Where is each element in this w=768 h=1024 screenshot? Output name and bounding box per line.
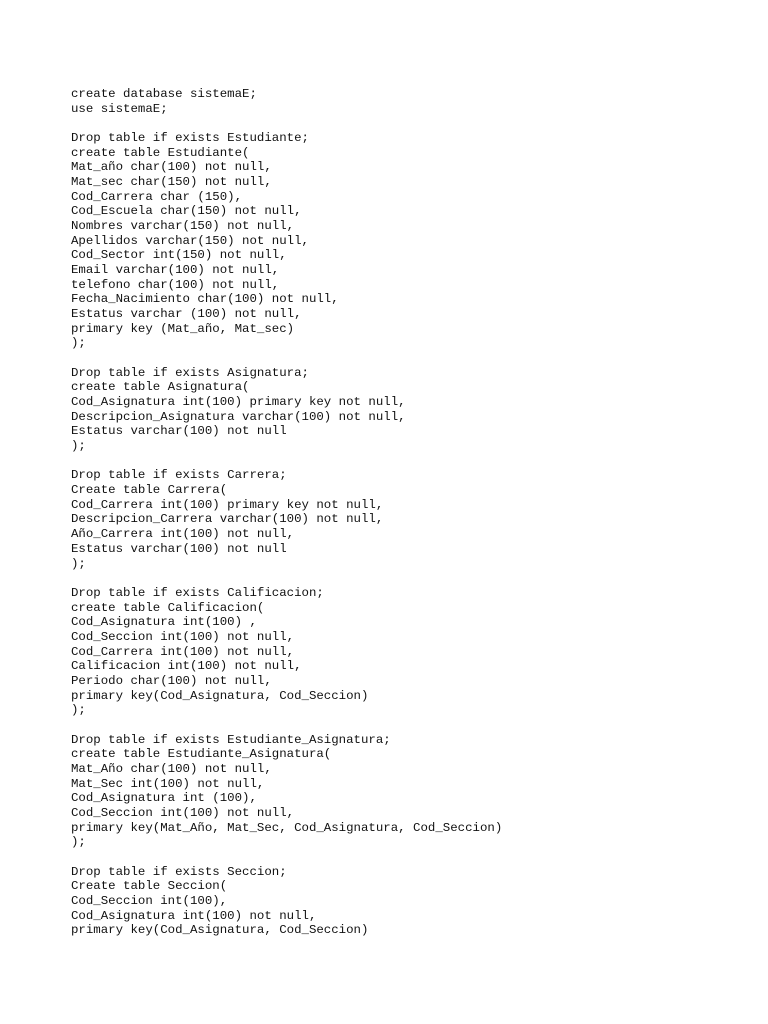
code-line: ); [71, 703, 86, 718]
code-line: Cod_Carrera char (150), [71, 189, 243, 204]
code-line: Cod_Seccion int(100) not null, [71, 629, 295, 644]
code-line [71, 718, 502, 733]
code-line: Fecha_Nacimiento char(100) not null, [71, 292, 339, 307]
code-line: primary key (Mat_año, Mat_sec) [71, 321, 295, 336]
code-line: Apellidos varchar(150) not null, [71, 233, 309, 248]
code-line: Cod_Asignatura int(100) , [71, 615, 257, 630]
code-line: create table Estudiante( [71, 145, 250, 160]
code-line: ); [71, 835, 86, 850]
code-line [71, 454, 502, 469]
code-line: primary key(Cod_Asignatura, Cod_Seccion) [71, 688, 369, 703]
code-line: Drop table if exists Estudiante_Asignatura; [71, 732, 391, 747]
code-line: telefono char(100) not null, [71, 277, 280, 292]
code-line: Nombres varchar(150) not null, [71, 219, 295, 234]
code-line: Drop table if exists Carrera; [71, 468, 287, 483]
code-line: primary key(Mat_Año, Mat_Sec, Cod_Asignatura, Cod_Seccion) [71, 820, 503, 835]
code-line: Cod_Seccion int(100), [71, 893, 228, 908]
code-line: Estatus varchar (100) not null, [71, 307, 302, 322]
code-line: Mat_Año char(100) not null, [71, 761, 272, 776]
code-line: ); [71, 439, 86, 454]
code-line: Periodo char(100) not null, [71, 673, 272, 688]
code-line: Estatus varchar(100) not null [71, 541, 287, 556]
code-line: Create table Carrera( [71, 483, 228, 498]
code-line: Mat_Sec int(100) not null, [71, 776, 265, 791]
code-line: Año_Carrera int(100) not null, [71, 527, 295, 542]
code-line: create database sistemaE; [71, 87, 257, 101]
code-line: Descripcion_Asignatura varchar(100) not null, [71, 409, 406, 424]
code-line [71, 351, 502, 366]
code-line: Drop table if exists Seccion; [71, 864, 287, 879]
code-line: Mat_sec char(150) not null, [71, 175, 272, 190]
code-line [71, 116, 502, 131]
code-line: Cod_Carrera int(100) primary key not null, [71, 497, 384, 512]
code-line: Estatus varchar(100) not null [71, 424, 287, 439]
code-line [71, 850, 502, 865]
code-line: Cod_Carrera int(100) not null, [71, 644, 295, 659]
code-line: Create table Seccion( [71, 879, 228, 894]
code-line: use sistemaE; [71, 101, 168, 116]
code-line: Cod_Asignatura int(100) not null, [71, 908, 317, 923]
code-line [71, 571, 502, 586]
code-line: Drop table if exists Estudiante; [71, 131, 309, 146]
code-line: Cod_Asignatura int (100), [71, 791, 257, 806]
code-line: Drop table if exists Calificacion; [71, 585, 324, 600]
code-line: Cod_Escuela char(150) not null, [71, 204, 302, 219]
code-line: ); [71, 556, 86, 571]
code-line: Mat_año char(100) not null, [71, 160, 272, 175]
code-line: Cod_Sector int(150) not null, [71, 248, 287, 263]
code-line: Cod_Asignatura int(100) primary key not null, [71, 395, 406, 410]
code-line: create table Asignatura( [71, 380, 250, 395]
code-line: primary key(Cod_Asignatura, Cod_Seccion) [71, 923, 369, 938]
code-line: create table Calificacion( [71, 600, 265, 615]
code-line: create table Estudiante_Asignatura( [71, 747, 332, 762]
code-line: Descripcion_Carrera varchar(100) not null, [71, 512, 384, 527]
code-line: Email varchar(100) not null, [71, 263, 280, 278]
code-line: Cod_Seccion int(100) not null, [71, 805, 295, 820]
sql-code-block [71, 87, 502, 938]
code-line: Drop table if exists Asignatura; [71, 365, 309, 380]
code-line: Calificacion int(100) not null, [71, 659, 302, 674]
code-line: ); [71, 336, 86, 351]
